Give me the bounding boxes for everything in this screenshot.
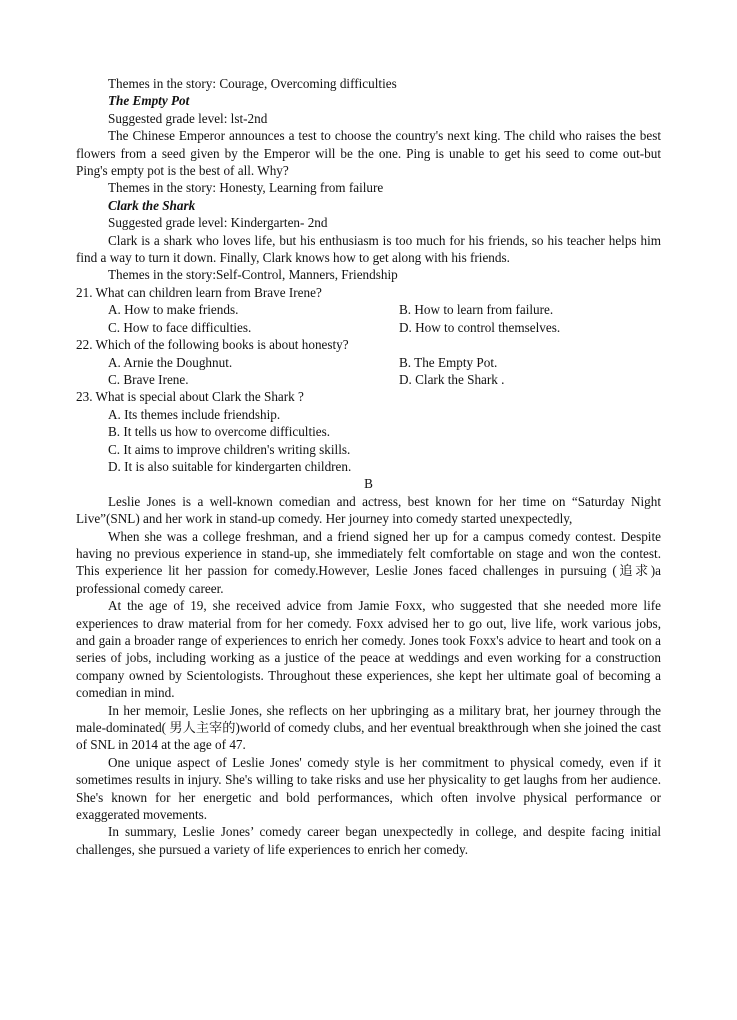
description-empty-pot: The Chinese Emperor announces a test to choose the country's next king. The child who raises the best flowers from a seed given by the Emperor will be the one. Ping is unable to get his seed to come out-but Ping's empty pot is the best of all. Why? — [76, 128, 661, 179]
option-d: D. How to control themselves. — [399, 319, 561, 335]
option-d: D. It is also suitable for kindergarten children. — [108, 458, 352, 474]
passage-paragraph: At the age of 19, she received advice from Jamie Foxx, who suggested that she needed more life experiences to draw material from for her comedy. Foxx advised her to go out, live life, work various jobs, and gain a broader range of experiences to enrich her comedy. Jones took Foxx's advice to heart and took on a series of jobs, including working as a justice of the peace at weddings and even working for a construction company owned by Scientologists. Throughout these experiences, she kept her ultimate goal of becoming a comedian in mind. — [76, 598, 661, 701]
option-b: B. It tells us how to overcome difficulties. — [108, 424, 331, 440]
grade-level-clark-the-shark: Suggested grade level: Kindergarten- 2nd — [108, 215, 328, 231]
section-b-label: B — [364, 476, 373, 492]
question-23-stem: 23. What is special about Clark the Shark ? — [76, 389, 304, 405]
passage-paragraph: One unique aspect of Leslie Jones' comedy style is her commitment to physical comedy, even if it sometimes results in injury. She's willing to take risks and use her physicality to get laughs from her audience. She's known for her energetic and bold performances, which often involve physical performance or exaggerated movements. — [76, 754, 661, 823]
themes-brave-irene: Themes in the story: Courage, Overcoming difficulties — [108, 76, 397, 91]
question-21-stem: 21. What can children learn from Brave Irene? — [76, 284, 322, 300]
question-22-stem: 22. Which of the following books is about honesty? — [76, 337, 349, 353]
grade-level-empty-pot: Suggested grade level: lst-2nd — [108, 110, 268, 126]
option-b: B. The Empty Pot. — [399, 354, 498, 370]
document-page — [76, 75, 661, 858]
passage-paragraph: When she was a college freshman, and a friend signed her up for a campus comedy contest. Despite having no previous experience in stand-up, she immediately felt comfortable on stage and won the contest. This experience lit her passion for comedy.However, Leslie Jones faced challenges in pursuing (追求)a professional comedy career. — [76, 528, 661, 596]
option-c: C. How to face difficulties. — [108, 319, 252, 335]
themes-empty-pot: Themes in the story: Honesty, Learning from failure — [108, 180, 384, 196]
story-title-clark-the-shark: Clark the Shark — [108, 197, 196, 213]
question-22-options-row-2 — [76, 371, 661, 388]
option-c: C. It aims to improve children's writing skills. — [108, 441, 351, 457]
passage-paragraph: Leslie Jones is a well-known comedian and actress, best known for her time on “Saturday Night Live”(SNL) and her work in stand-up comedy. Her journey into comedy started unexpectedly, — [76, 493, 661, 527]
themes-clark-the-shark: Themes in the story:Self-Control, Manners, Friendship — [108, 267, 398, 283]
story-title-empty-pot: The Empty Pot — [108, 93, 190, 109]
passage-paragraph: In her memoir, Leslie Jones, she reflects on her upbringing as a military brat, her journey through the male-dominated( 男人主宰的)world of comedy clubs, and her eventual breakthrough when she joined the cast of SNL in 2014 at the age of 47. — [76, 702, 661, 753]
option-b: B. How to learn from failure. — [399, 302, 554, 318]
question-22-options-row-1 — [76, 354, 661, 371]
option-a: A. Its themes include friendship. — [108, 406, 281, 422]
option-c: C. Brave Irene. — [108, 371, 189, 387]
option-a: A. Arnie the Doughnut. — [108, 354, 233, 370]
question-21-options-row-1 — [76, 301, 661, 318]
description-clark-the-shark: Clark is a shark who loves life, but his enthusiasm is too much for his friends, so his teacher helps him find a way to turn it down. Finally, Clark knows how to get along with his friends. — [76, 232, 661, 266]
passage-paragraph: In summary, Leslie Jones’ comedy career began unexpectedly in college, and despite facing initial challenges, she pursued a variety of life experiences to enrich her comedy. — [76, 824, 661, 857]
question-21-options-row-2 — [76, 319, 661, 336]
option-d: D. Clark the Shark . — [399, 371, 505, 387]
option-a: A. How to make friends. — [108, 302, 239, 318]
